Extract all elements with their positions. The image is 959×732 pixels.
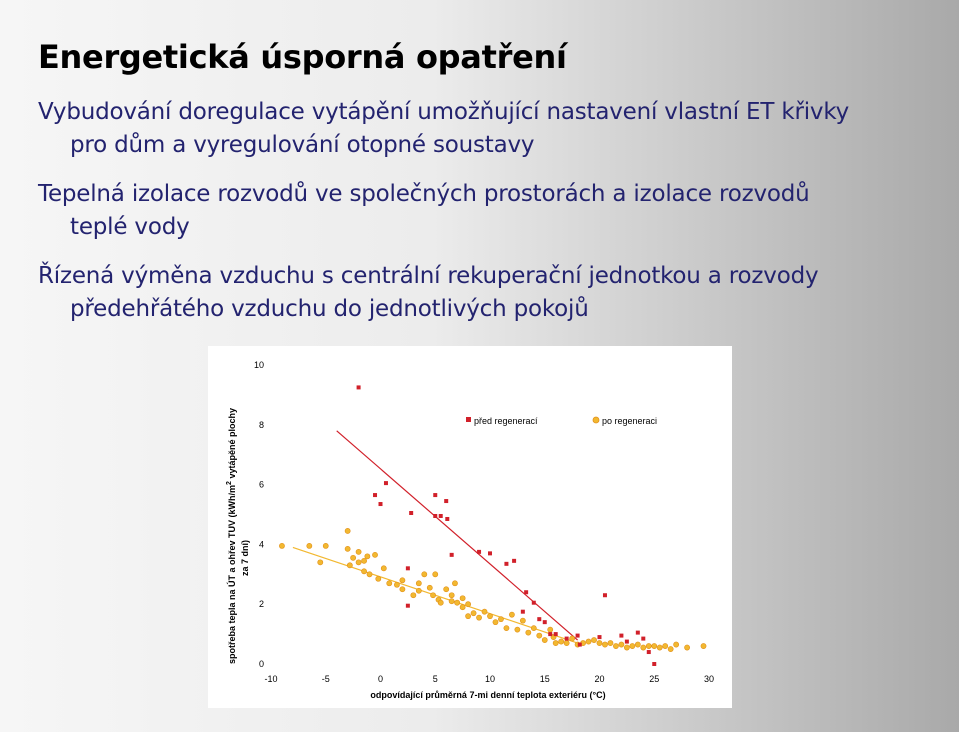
data-point-before	[433, 493, 437, 497]
bullet-item	[38, 260, 938, 326]
legend	[466, 416, 657, 426]
data-point-after	[520, 618, 525, 623]
data-point-after	[416, 581, 421, 586]
data-point-after	[318, 560, 323, 565]
data-point-before	[548, 632, 552, 636]
data-point-after	[376, 576, 381, 581]
data-point-after	[624, 645, 629, 650]
data-point-after	[608, 640, 613, 645]
data-point-after	[356, 560, 361, 565]
data-point-before	[598, 635, 602, 639]
data-point-after	[449, 593, 454, 598]
data-point-after	[652, 643, 657, 648]
data-point-before	[565, 637, 569, 641]
x-tick-labels	[264, 674, 714, 684]
data-point-after	[515, 627, 520, 632]
data-point-after	[635, 642, 640, 647]
data-point-before	[636, 631, 640, 635]
bullet-line-continued: pro dům a vyregulování otopné soustavy	[70, 132, 535, 158]
y-axis-label-line2: za 7 dní)	[240, 539, 250, 576]
data-point-before	[576, 634, 580, 638]
data-point-after	[466, 614, 471, 619]
legend-label-after: po regeneraci	[602, 416, 658, 426]
scatter-chart	[208, 346, 732, 708]
data-point-before	[647, 650, 651, 654]
data-point-after	[400, 587, 405, 592]
series-after-points	[279, 528, 706, 651]
data-point-after	[553, 640, 558, 645]
data-point-after	[509, 612, 514, 617]
data-point-after	[701, 643, 706, 648]
data-point-before	[652, 662, 656, 666]
data-point-after	[411, 593, 416, 598]
data-point-before	[433, 514, 437, 518]
y-axis-label	[226, 408, 250, 664]
y-axis-label-sup: 2	[226, 481, 233, 485]
y-tick-label: 10	[253, 360, 264, 370]
data-point-after	[422, 572, 427, 577]
scatter-chart-panel	[208, 346, 732, 708]
legend-marker-after	[593, 417, 599, 423]
series-before-points	[357, 385, 657, 666]
data-point-after	[279, 543, 284, 548]
data-point-after	[498, 617, 503, 622]
data-point-after	[526, 630, 531, 635]
data-point-after	[345, 528, 350, 533]
data-point-after	[427, 585, 432, 590]
data-point-after	[586, 639, 591, 644]
data-point-after	[351, 555, 356, 560]
data-point-before	[357, 385, 361, 389]
data-point-before	[603, 593, 607, 597]
data-point-after	[460, 596, 465, 601]
data-point-after	[430, 593, 435, 598]
data-point-after	[487, 614, 492, 619]
data-point-before	[554, 632, 558, 636]
data-point-after	[381, 566, 386, 571]
bullet-item	[38, 178, 938, 244]
data-point-after	[449, 599, 454, 604]
data-point-before	[537, 617, 541, 621]
slide-title: Energetická úsporná opatření	[38, 38, 567, 76]
y-axis-label-line1: spotřeba tepla na ÚT a ohřev TUV (kWh/m	[227, 484, 237, 664]
data-point-before	[619, 634, 623, 638]
x-tick-label: 25	[649, 674, 660, 684]
data-point-after	[438, 600, 443, 605]
x-tick-label: -5	[321, 674, 330, 684]
x-tick-label: 0	[377, 674, 384, 684]
trendline-before	[337, 431, 578, 640]
data-point-after	[466, 602, 471, 607]
data-point-after	[674, 642, 679, 647]
data-point-after	[542, 637, 547, 642]
bullet-line-continued: předehřátého vzduchu do jednotlivých pokojů	[70, 296, 589, 322]
bullet-line: Řízená výměna vzduchu s centrální rekuperační jednotkou a rozvody	[38, 263, 819, 289]
legend-marker-before	[466, 417, 471, 422]
x-tick-label: 10	[484, 674, 496, 684]
data-point-before	[524, 590, 528, 594]
svg-text:spotřeba tepla na ÚT a ohřev T	[226, 408, 237, 664]
y-tick-labels	[254, 360, 264, 669]
trend-lines	[293, 431, 578, 643]
data-point-after	[361, 569, 366, 574]
data-point-after	[504, 626, 509, 631]
bullet-line: Vybudování doregulace vytápění umožňující nastavení vlastní ET křivky	[38, 99, 850, 125]
data-point-before	[406, 566, 410, 570]
data-point-after	[597, 640, 602, 645]
data-point-after	[307, 543, 312, 548]
data-point-after	[452, 581, 457, 586]
x-tick-label: 20	[594, 674, 605, 684]
y-tick-label: 0	[258, 659, 264, 669]
data-point-before	[406, 604, 410, 608]
data-point-before	[450, 553, 454, 557]
legend-label-before: před regenerací	[474, 416, 538, 426]
bullet-line-continued: teplé vody	[70, 214, 190, 240]
data-point-before	[625, 640, 629, 644]
data-point-before	[641, 637, 645, 641]
data-point-after	[433, 572, 438, 577]
data-point-after	[372, 552, 377, 557]
data-point-before	[373, 493, 377, 497]
y-tick-label: 4	[258, 539, 264, 550]
y-tick-label: 8	[258, 419, 264, 430]
data-point-after	[570, 636, 575, 641]
data-point-after	[564, 640, 569, 645]
data-point-after	[460, 605, 465, 610]
data-point-before	[504, 562, 508, 566]
x-tick-label: -10	[264, 674, 278, 684]
data-point-after	[663, 643, 668, 648]
data-point-before	[543, 620, 547, 624]
data-point-after	[361, 558, 366, 563]
data-point-after	[559, 639, 564, 644]
bullet-item	[38, 96, 938, 162]
data-point-after	[345, 546, 350, 551]
x-tick-label: 5	[432, 674, 438, 684]
data-point-before	[578, 643, 582, 647]
bullet-list	[38, 96, 938, 342]
data-point-before	[444, 499, 448, 503]
data-point-after	[657, 645, 662, 650]
data-point-before	[439, 514, 443, 518]
data-point-after	[347, 563, 352, 568]
data-point-after	[394, 582, 399, 587]
data-point-after	[444, 587, 449, 592]
data-point-before	[477, 550, 481, 554]
data-point-before	[521, 610, 525, 614]
bullet-line: Tepelná izolace rozvodů ve společných prostorách a izolace rozvodů	[38, 181, 810, 207]
data-point-after	[641, 645, 646, 650]
data-point-after	[548, 627, 553, 632]
data-point-after	[613, 643, 618, 648]
data-point-after	[367, 572, 372, 577]
y-tick-label: 2	[258, 599, 264, 610]
data-point-after	[630, 643, 635, 648]
y-axis-label-line1b: vytápěné plochy	[227, 408, 237, 482]
data-point-after	[668, 646, 673, 651]
data-point-before	[488, 551, 492, 555]
data-point-after	[323, 543, 328, 548]
data-point-after	[455, 600, 460, 605]
data-point-after	[365, 554, 370, 559]
data-point-before	[379, 502, 383, 506]
y-tick-label: 6	[258, 479, 264, 490]
x-tick-label: 30	[703, 674, 715, 684]
data-point-after	[387, 581, 392, 586]
data-point-before	[512, 559, 516, 563]
data-point-after	[685, 645, 690, 650]
data-point-after	[602, 642, 607, 647]
data-point-before	[384, 481, 388, 485]
data-point-after	[619, 642, 624, 647]
data-point-after	[482, 609, 487, 614]
data-point-after	[646, 643, 651, 648]
data-point-before	[409, 511, 413, 515]
data-point-after	[476, 615, 481, 620]
data-point-after	[493, 620, 498, 625]
data-point-before	[532, 601, 536, 605]
data-point-after	[356, 549, 361, 554]
data-point-after	[531, 626, 536, 631]
data-point-after	[416, 588, 421, 593]
data-point-after	[400, 578, 405, 583]
data-point-before	[445, 517, 449, 521]
x-tick-label: 15	[539, 674, 550, 684]
data-point-after	[537, 633, 542, 638]
x-axis-label: odpovídající průměrná 7-mi denní teplota exteriéru (°C)	[370, 690, 606, 700]
data-point-after	[591, 637, 596, 642]
data-point-after	[471, 611, 476, 616]
